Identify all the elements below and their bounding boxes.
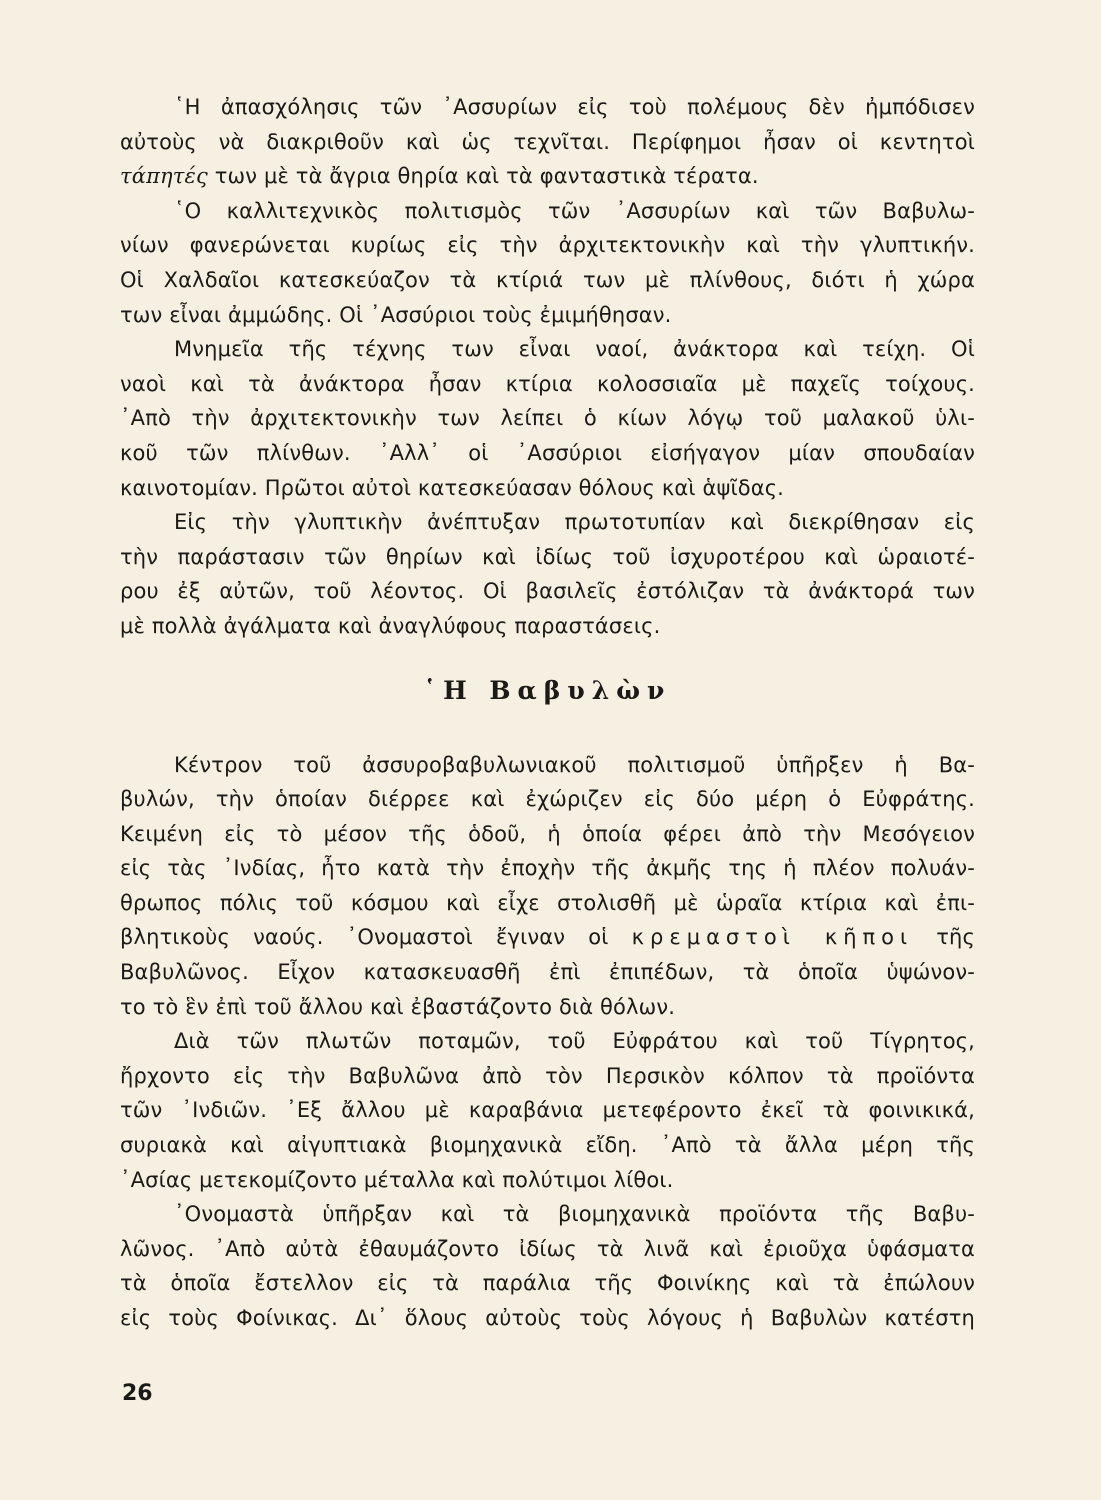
italic-term: τάπητές xyxy=(120,164,208,189)
text-line: ᾿Απὸ τὴν ἀρχιτεκτονικὴν των λείπει ὁ κίων λόγῳ τοῦ μαλακοῦ ὑλι- xyxy=(120,406,975,431)
text-line: Διὰ τῶν πλωτῶν ποταμῶν, τοῦ Εὐφράτου καὶ τοῦ Τίγρητος, xyxy=(174,1029,975,1054)
text-segment: βλητικοὺς ναούς. ᾿Ονομαστοὶ ἔγιναν οἱ xyxy=(120,925,632,950)
text-line: Οἱ Χαλδαῖοι κατεσκεύαζον τὰ κτίριά των μὲ πλίνθους, διότι ἡ χώρα xyxy=(120,267,975,292)
text-line: αὐτοὺς νὰ διακριθοῦν καὶ ὡς τεχνῖται. Περίφημοι ἦσαν οἱ κεντητοὶ xyxy=(120,129,975,154)
text-line: εἰς τοὺς Φοίνικας. Δι᾿ ὅλους αὐτοὺς τοὺς λόγους ἡ Βαβυλὼν κατέστη xyxy=(120,1306,975,1330)
text-line: καινοτομίαν. Πρῶτοι αὐτοὶ κατεσκεύασαν θόλους καὶ ἁψῖδας. xyxy=(120,475,784,500)
text-line: τὰ ὁποῖα ἔστελλον εἰς τὰ παράλια τῆς Φοινίκης καὶ τὰ ἐπώλουν xyxy=(120,1271,975,1296)
text-line: Κειμένη εἰς τὸ μέσον τῆς ὁδοῦ, ἡ ὁποία φέρει ἀπὸ τὴν Μεσόγειον xyxy=(120,821,975,846)
text-line: κοῦ τῶν πλίνθων. ᾿Αλλ᾿ οἱ ᾿Ασσύριοι εἰσήγαγον μίαν σπουδαίαν xyxy=(120,440,975,465)
text-line: Βαβυλῶνος. Εἶχον κατασκευασθῆ ἐπὶ ἐπιπέδων, τὰ ὁποῖα ὑψώνον- xyxy=(120,960,975,985)
text-line: λῶνος. ᾿Απὸ αὐτὰ ἐθαυμάζοντο ἰδίως τὰ λινᾶ καὶ ἐριοῦχα ὑφάσματα xyxy=(120,1236,975,1261)
text-line: νίων φανερώνεται κυρίως εἰς τὴν ἀρχιτεκτονικὴν καὶ τὴν γλυπτικήν. xyxy=(120,233,975,258)
section-assyrian-art xyxy=(120,90,975,644)
text-line: τὴν παράστασιν τῶν θηρίων καὶ ἰδίως τοῦ ἰσχυροτέρου καὶ ὡραιοτέ- xyxy=(120,544,975,569)
text-line xyxy=(120,920,975,955)
text-line: ᾿Ασίας μετεκομίζοντο μέταλλα καὶ πολύτιμοι λίθοι. xyxy=(120,1167,674,1192)
section-babylon xyxy=(120,748,975,1336)
text-line: των εἶναι ἀμμώδης. Οἱ ᾿Ασσύριοι τοὺς ἐμιμήθησαν. xyxy=(120,302,672,327)
section-heading-babylon: ῾Η Βαβυλὼν xyxy=(423,675,672,705)
text-line: ᾿Ονομαστὰ ὑπῆρξαν καὶ τὰ βιομηχανικὰ προϊόντα τῆς Βαβυ- xyxy=(174,1202,975,1227)
text-line: συριακὰ καὶ αἰγυπτιακὰ βιομηχανικὰ εἴδη. ᾿Απὸ τὰ ἄλλα μέρη τῆς xyxy=(120,1133,975,1158)
text-line: Εἰς τὴν γλυπτικὴν ἀνέπτυξαν πρωτοτυπίαν καὶ διεκρίθησαν εἰς xyxy=(174,510,975,535)
text-line: ῾Η ἀπασχόλησις τῶν ᾿Ασσυρίων εἰς τοὺ πολέμους δὲν ἠμπόδισεν xyxy=(174,95,975,119)
text-line: ἤρχοντο εἰς τὴν Βαβυλῶνα ἀπὸ τὸν Περσικὸν κόλπον τὰ προϊόντα xyxy=(120,1063,975,1088)
document-page xyxy=(120,90,975,1336)
text-line: ναοὶ καὶ τὰ ἀνάκτορα ἦσαν κτίρια κολοσσιαῖα μὲ παχεῖς τοίχους. xyxy=(120,371,975,396)
text-line: τῶν ᾿Ινδιῶν. ᾿Εξ ἄλλου μὲ καραβάνια μετεφέροντο ἐκεῖ τὰ φοινικικά, xyxy=(120,1098,975,1123)
text-line: το τὸ ἓν ἐπὶ τοῦ ἄλλου καὶ ἐβαστάζοντο διὰ θόλων. xyxy=(120,994,676,1019)
text-line: ρου ἐξ αὐτῶν, τοῦ λέοντος. Οἱ βασιλεῖς ἐστόλιζαν τὰ ἀνάκτορά των xyxy=(120,579,975,604)
text-line: βυλών, τὴν ὁποίαν διέρρεε καὶ ἐχώριζεν εἰς δύο μέρη ὁ Εὐφράτης. xyxy=(120,787,975,812)
text-segment: των μὲ τὰ ἄγρια θηρία καὶ τὰ φανταστικὰ τέρατα. xyxy=(207,164,759,189)
text-line: ῾Ο καλλιτεχνικὸς πολιτισμὸς τῶν ᾿Ασσυρίων καὶ τῶν Βαβυλω- xyxy=(174,198,975,223)
text-line: Κέντρον τοῦ ἀσσυροβαβυλωνιακοῦ πολιτισμοῦ ὑπῆρξεν ἡ Βα- xyxy=(174,752,975,777)
text-line: θρωπος πόλις τοῦ κόσμου καὶ εἶχε στολισθῆ μὲ ὡραῖα κτίρια καὶ ἐπι- xyxy=(120,890,975,915)
emphasized-term: κρεμαστοὶ κῆποι xyxy=(631,925,914,950)
text-segment: τῆς xyxy=(913,925,975,950)
text-line: εἰς τὰς ᾿Ινδίας, ἦτο κατὰ τὴν ἐποχὴν τῆς ἀκμῆς της ἡ πλέον πολυάν- xyxy=(120,856,975,881)
text-line xyxy=(120,159,975,194)
text-line: μὲ πολλὰ ἀγάλματα καὶ ἀναγλύφους παραστάσεις. xyxy=(120,613,661,638)
page-number: 26 xyxy=(122,1381,153,1406)
text-line: Μνημεῖα τῆς τέχνης των εἶναι ναοί, ἀνάκτορα καὶ τείχη. Οἱ xyxy=(174,337,975,362)
